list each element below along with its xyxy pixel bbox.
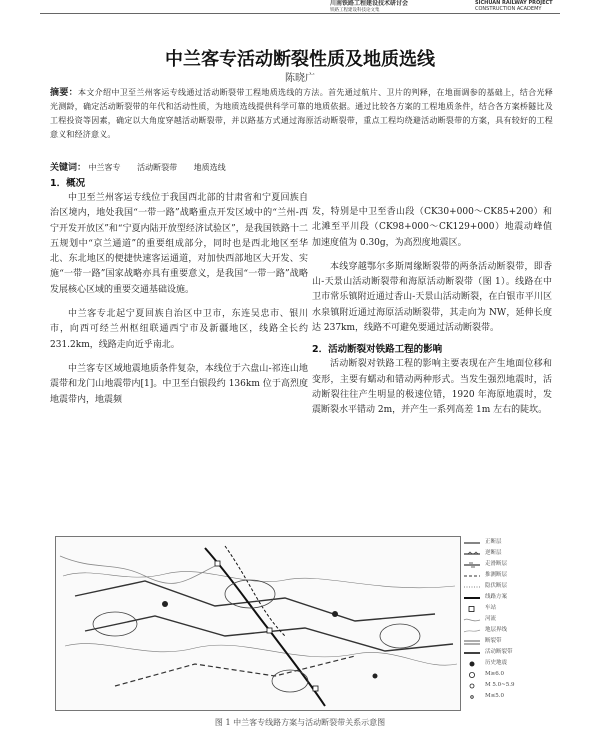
header-rule — [40, 13, 560, 14]
abstract — [50, 86, 553, 142]
legend-item: 历史地震 — [463, 660, 553, 669]
paragraph: 发，特别是中卫至香山段（CK30+000～CK85+200）和北滩至平川段（CK98+000～CK129+000）地震动峰值加速度值为 0.30g，为高烈度地震区。 — [312, 207, 552, 248]
abstract-text: 本文介绍中卫至兰州客运专线通过活动断裂带工程地质选线的方法。首先通过航片、卫片的判释，在地面调参的基础上，结合光释光测龄，确定活动断裂带的年代和活动性质，为地质选线提供科学可靠的地质依据。通过比较各方案的工程地质条件，结合各方案桥隧比及工程投资等因素，确定以大角度穿越活动断裂带，并以路基方式通过海原活动断裂带，重点工程均绕避活动断裂带的方案，具有较好的工程意义和经济意义。 — [50, 88, 553, 139]
legend-item: 走滑断层 — [463, 561, 553, 570]
legend-item: M≤5.0 — [463, 693, 553, 702]
legend-item: 推测断层 — [485, 572, 508, 578]
abstract-label: 摘要： — [50, 88, 79, 98]
author: 陈晓广 — [285, 73, 315, 84]
legend-item: 车站 — [463, 605, 553, 614]
legend-item: 线路方案 — [485, 594, 508, 600]
fault-map-figure — [55, 536, 510, 711]
earthquake-epicenter — [373, 674, 378, 679]
figure-caption: 图 1 中兰客专线路方案与活动断裂带关系示意图 — [214, 718, 386, 727]
legend-item: 活动断裂带 — [485, 649, 513, 655]
left-column — [50, 176, 308, 408]
keywords-label: 关键词： — [50, 163, 87, 173]
paragraph: 中兰客专区域地震地质条件复杂，本线位于六盘山-祁连山地震带和龙门山地震带内[1]。中卫至白银段约 136km 位于高烈度地震带内，地震频 — [50, 363, 308, 405]
paragraph: 中卫至兰州客运专线位于我国西北部的甘肃省和宁夏回族自治区境内，地处我国“一带一路”战略重点开发区域中的“兰州-西宁开发开放区”和“宁夏内陆开放型经济试验区”，是我国铁路十二五规划中“京兰通道”的重要组成部分，同时也是西北地区至华北、东北地区的便捷快速客运通道，对加快西部地区大开发、实施“一带一路”国家战略亦具有重要意义，是我国“一带一路”战略发展核心区域的重要交通基础设施。 — [50, 193, 308, 295]
station-marker — [215, 561, 220, 566]
keywords — [50, 160, 553, 173]
section-heading: 1．概况 — [50, 178, 86, 189]
journal-title: 川南铁路工程建设技术研讨会 铁路工程建设科技论文集 — [330, 0, 409, 13]
section-heading: 2．活动断裂对铁路工程的影响 — [312, 344, 443, 356]
keyword: 中兰客专 — [88, 163, 121, 172]
paragraph: 本线穿越鄂尔多斯周缘断裂带的两条活动断裂带，即香山-天景山活动断裂带和海原活动断裂带（图 1）。线路在中卫市常乐镇附近通过香山-天景山活动断裂，在白银市平川区水泉镇附近通过海原活动断裂带，其走向为 NW，延伸长度达 237km，线路不可避免要通过活动断裂带。 — [312, 261, 552, 334]
legend-item: 隐伏断层 — [485, 583, 508, 589]
legend-item: 正断层 — [485, 539, 502, 545]
station-marker — [267, 628, 272, 633]
paper-title: 中兰客专活动断裂性质及地质选线 — [165, 49, 435, 70]
earthquake-epicenter — [162, 601, 168, 607]
legend-item: 河流 — [463, 616, 553, 625]
map-legend — [463, 539, 553, 711]
legend-item: 地层界线 — [463, 627, 553, 636]
keyword: 活动断裂带 — [137, 163, 178, 172]
station-marker — [313, 686, 318, 691]
right-column — [312, 205, 552, 419]
paragraph: 活动断裂对铁路工程的影响主要表现在产生地面位移和变形，主要有蠕动和错动两种形式。当发生强烈地震时，活动断裂往往产生明显的极速位错，1920 年海原地震时，发震断裂水平错动 2m，并产生一系列高差 1m 左右的陡坎。 — [312, 359, 552, 416]
earthquake-epicenter — [332, 611, 338, 617]
legend-item: M 5.0~5.9 — [463, 682, 553, 691]
keyword: 地质选线 — [193, 163, 226, 172]
map-frame — [56, 537, 461, 711]
legend-item: 断裂带 — [485, 638, 502, 644]
legend-item: M≥6.0 — [463, 671, 553, 680]
journal-title-en: SICHUAN RAILWAY PROJECT CONSTRUCTION ACADEMY — [475, 0, 553, 12]
legend-item: 逆断层 — [463, 550, 553, 559]
page-header — [0, 0, 600, 14]
paragraph: 中兰客专北起宁夏回族自治区中卫市，东连吴忠市、银川市，向西可经兰州枢纽联通西宁市及新疆地区，线路全长约 231.2km，线路走向近乎南北。 — [50, 309, 308, 350]
